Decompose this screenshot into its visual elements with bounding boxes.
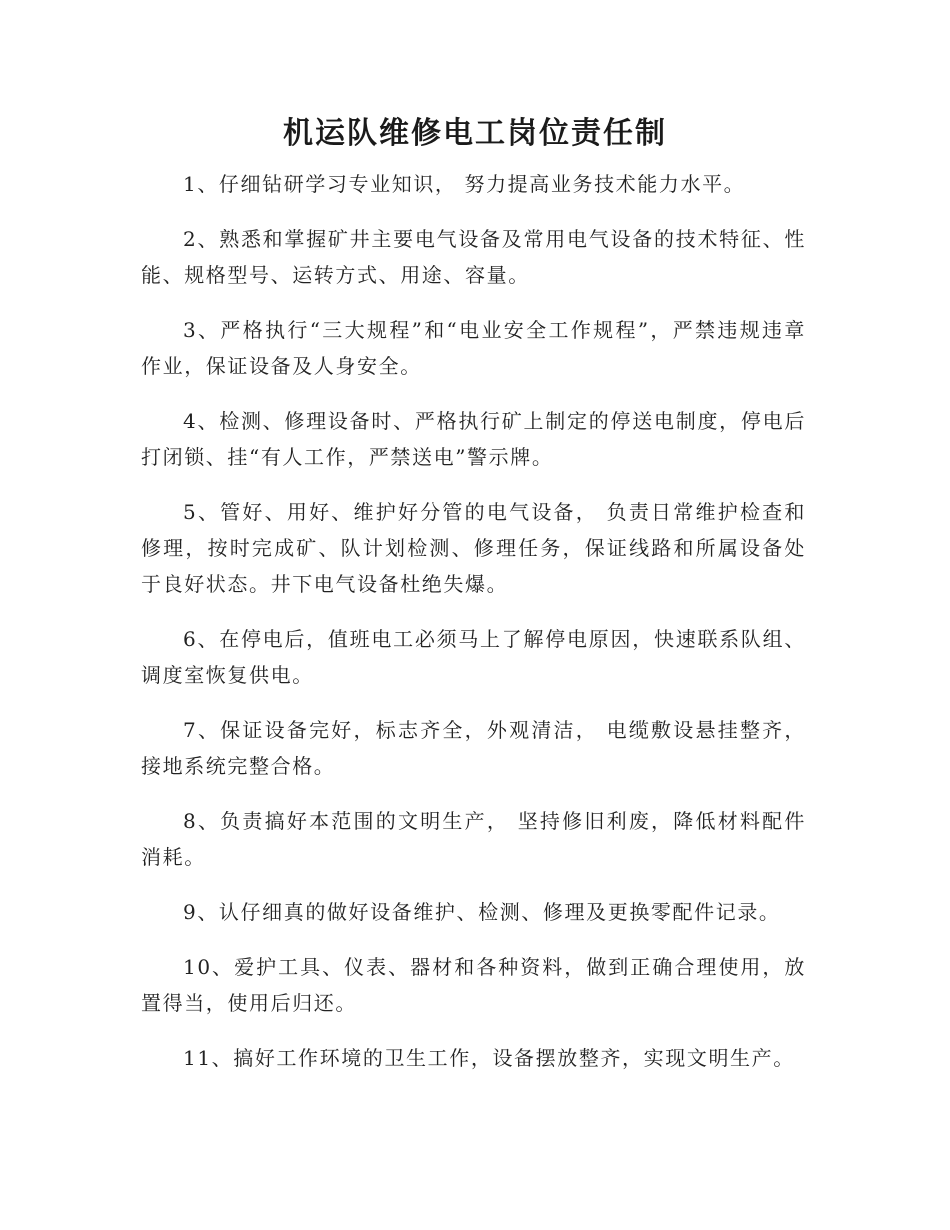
duty-item-8: 8、负责搞好本范围的文明生产， 坚持修旧利废，降低材料配件消耗。 [141, 809, 806, 869]
duty-item-3: 3、严格执行“三大规程”和“电业安全工作规程”，严禁违规违章作业，保证设备及人身安全。 [141, 318, 806, 378]
duty-item-1: 1、仔细钻研学习专业知识， 努力提高业务技术能力水平。 [183, 172, 746, 196]
document-title: 机运队维修电工岗位责任制 [283, 116, 667, 151]
duty-item-2: 2、熟悉和掌握矿井主要电气设备及常用电气设备的技术特征、性能、规格型号、运转方式、用途、容量。 [141, 227, 806, 287]
duty-item-11: 11、搞好工作环境的卫生工作，设备摆放整齐，实现文明生产。 [183, 1046, 795, 1070]
duty-item-9: 9、认仔细真的做好设备维护、检测、修理及更换零配件记录。 [183, 900, 781, 924]
duty-item-7: 7、保证设备完好，标志齐全，外观清洁， 电缆敷设悬挂整齐，接地系统完整合格。 [141, 718, 806, 778]
document-body [141, 166, 806, 1095]
duty-item-6: 6、在停电后，值班电工必须马上了解停电原因，快速联系队组、调度室恢复供电。 [141, 627, 806, 687]
duty-item-10: 10、爱护工具、仪表、器材和各种资料，做到正确合理使用，放置得当，使用后归还。 [141, 955, 806, 1015]
duty-item-4: 4、检测、修理设备时、严格执行矿上制定的停送电制度，停电后打闭锁、挂“有人工作，严禁送电”警示牌。 [141, 409, 806, 469]
duty-item-5: 5、管好、用好、维护好分管的电气设备， 负责日常维护检查和修理，按时完成矿、队计划检测、修理任务，保证线路和所属设备处于良好状态。井下电气设备杜绝失爆。 [141, 500, 806, 596]
